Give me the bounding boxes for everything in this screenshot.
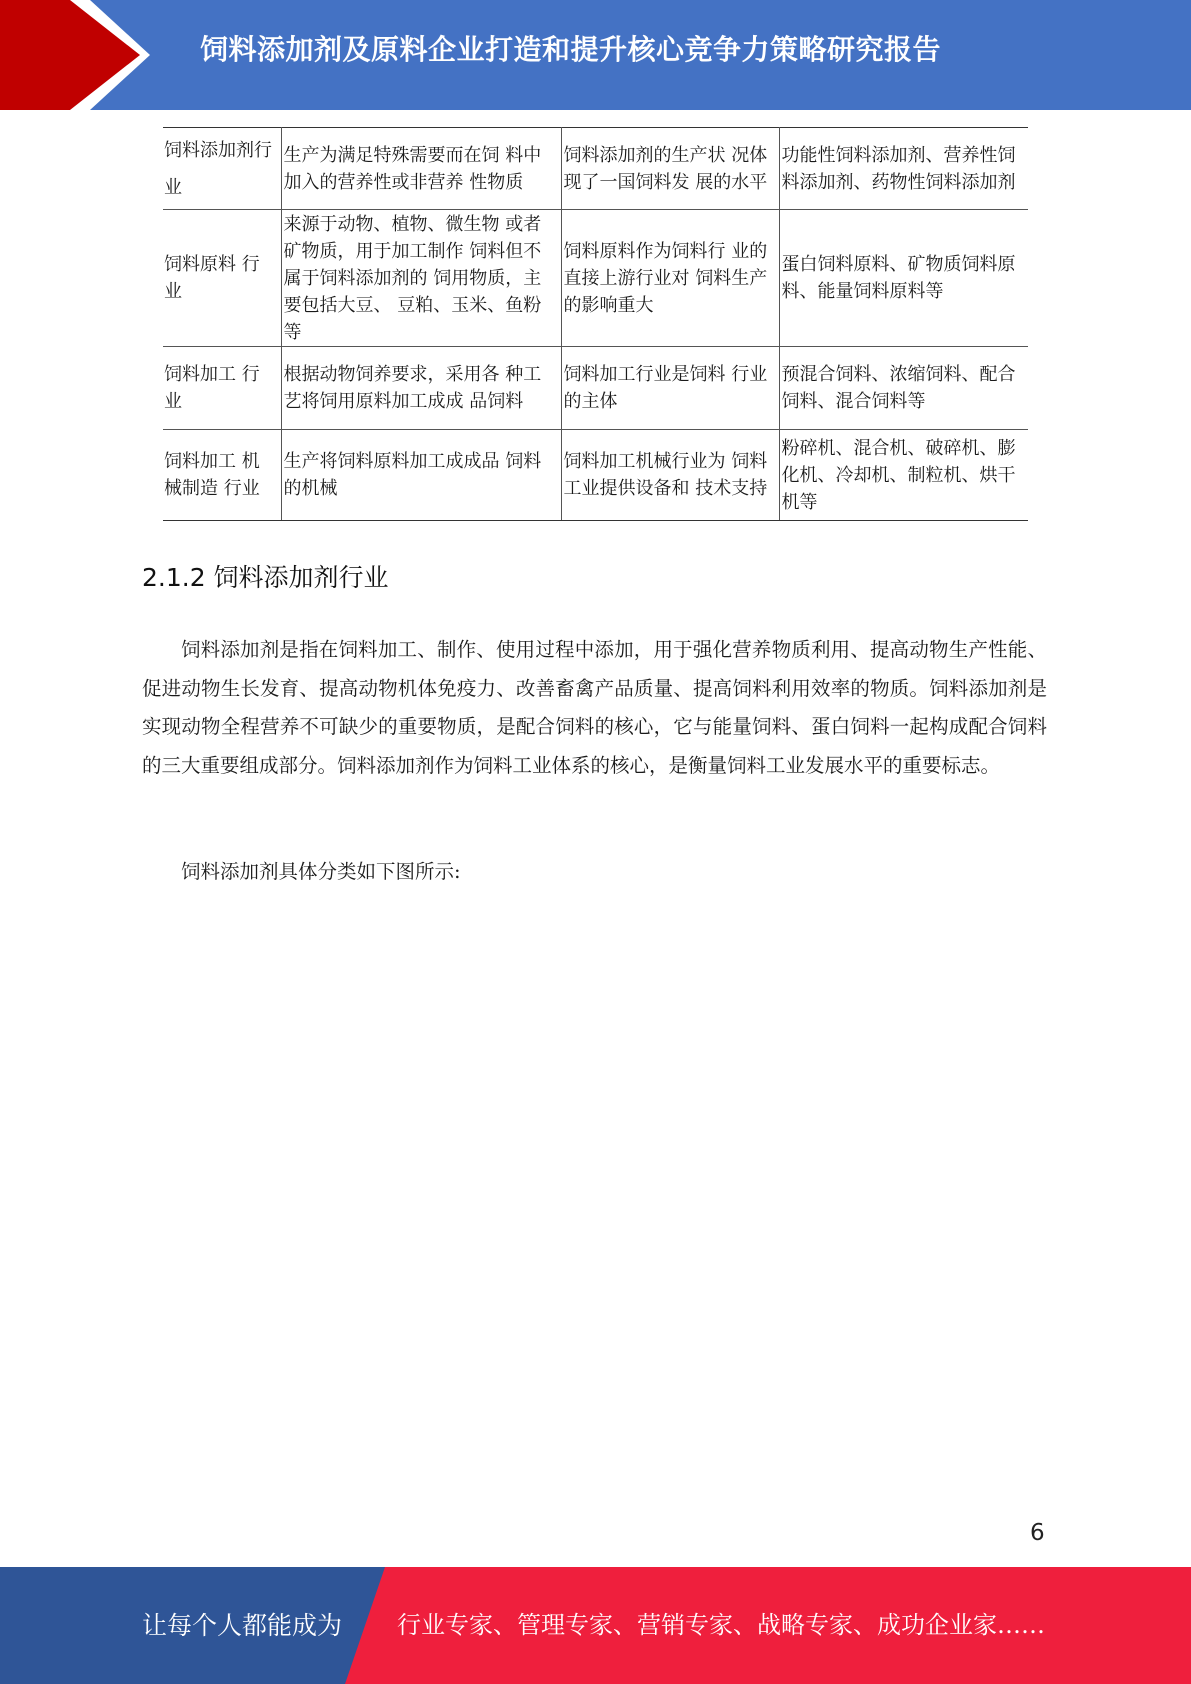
table-cell-role: 饲料加工机械行业为 饲料工业提供设备和 技术支持 — [561, 430, 779, 521]
header-chevron-red — [0, 0, 140, 110]
table-cell-definition: 根据动物饲养要求，采用各 种工艺将饲用原料加工成成 品饲料 — [281, 347, 561, 430]
section-heading: 2.1.2 饲料添加剂行业 — [142, 563, 389, 592]
table-cell-name: 饲料加工 机械制造 行业 — [163, 430, 281, 521]
table-cell-definition: 生产为满足特殊需要而在饲 料中加入的营养性或非营养 性物质 — [281, 128, 561, 210]
table-row — [163, 210, 1028, 347]
table-cell-name: 饲料加工 行业 — [163, 347, 281, 430]
table-row — [163, 128, 1028, 210]
body-paragraph: 饲料添加剂是指在饲料加工、制作、使用过程中添加，用于强化营养物质利用、提高动物生产性能、促进动物生长发育、提高动物机体免疫力、改善畜禽产品质量、提高饲料利用效率的物质。饲料添加剂是实现动物全程营养不可缺少的重要物质，是配合饲料的核心，它与能量饲料、蛋白饲料一起构成配合饲料的三大重要组成部分。饲料添加剂作为饲料工业体系的核心，是衡量饲料工业发展水平的重要标志。 — [142, 638, 1047, 777]
table-cell-name: 饲料原料 行业 — [163, 210, 281, 347]
page-header — [0, 0, 1191, 110]
table-cell-products: 蛋白饲料原料、矿物质饲料原料、能量饲料原料等 — [779, 210, 1028, 347]
table-cell-name: 饲料添加剂行业 — [163, 128, 281, 210]
table-cell-products: 预混合饲料、浓缩饲料、配合饲料、混合饲料等 — [779, 347, 1028, 430]
table-cell-products: 粉碎机、混合机、破碎机、膨化机、冷却机、制粒机、烘干机等 — [779, 430, 1028, 521]
industry-table — [163, 127, 1028, 521]
page-footer — [0, 1567, 1191, 1684]
footer-slogan-left: 让每个人都能成为 — [142, 1611, 343, 1640]
table-cell-role: 饲料原料作为饲料行 业的直接上游行业对 饲料生产的影响重大 — [561, 210, 779, 347]
table-row — [163, 347, 1028, 430]
page-number: 6 — [1030, 1520, 1045, 1546]
footer-slogan-right: 行业专家、管理专家、营销专家、战略专家、成功企业家…… — [397, 1611, 1045, 1639]
table-cell-products: 功能性饲料添加剂、营养性饲料添加剂、药物性饲料添加剂 — [779, 128, 1028, 210]
table-row — [163, 430, 1028, 521]
table-cell-definition: 来源于动物、植物、微生物 或者矿物质，用于加工制作 饲料但不属于饲料添加剂的 饲用物质，主要包括大豆、 豆粕、玉米、鱼粉等 — [281, 210, 561, 347]
table-cell-definition: 生产将饲料原料加工成成品 饲料的机械 — [281, 430, 561, 521]
report-title: 饲料添加剂及原料企业打造和提升核心竞争力策略研究报告 — [200, 33, 942, 66]
table-cell-role: 饲料添加剂的生产状 况体现了一国饲料发 展的水平 — [561, 128, 779, 210]
figure-caption: 饲料添加剂具体分类如下图所示: — [181, 860, 461, 883]
table-cell-role: 饲料加工行业是饲料 行业的主体 — [561, 347, 779, 430]
